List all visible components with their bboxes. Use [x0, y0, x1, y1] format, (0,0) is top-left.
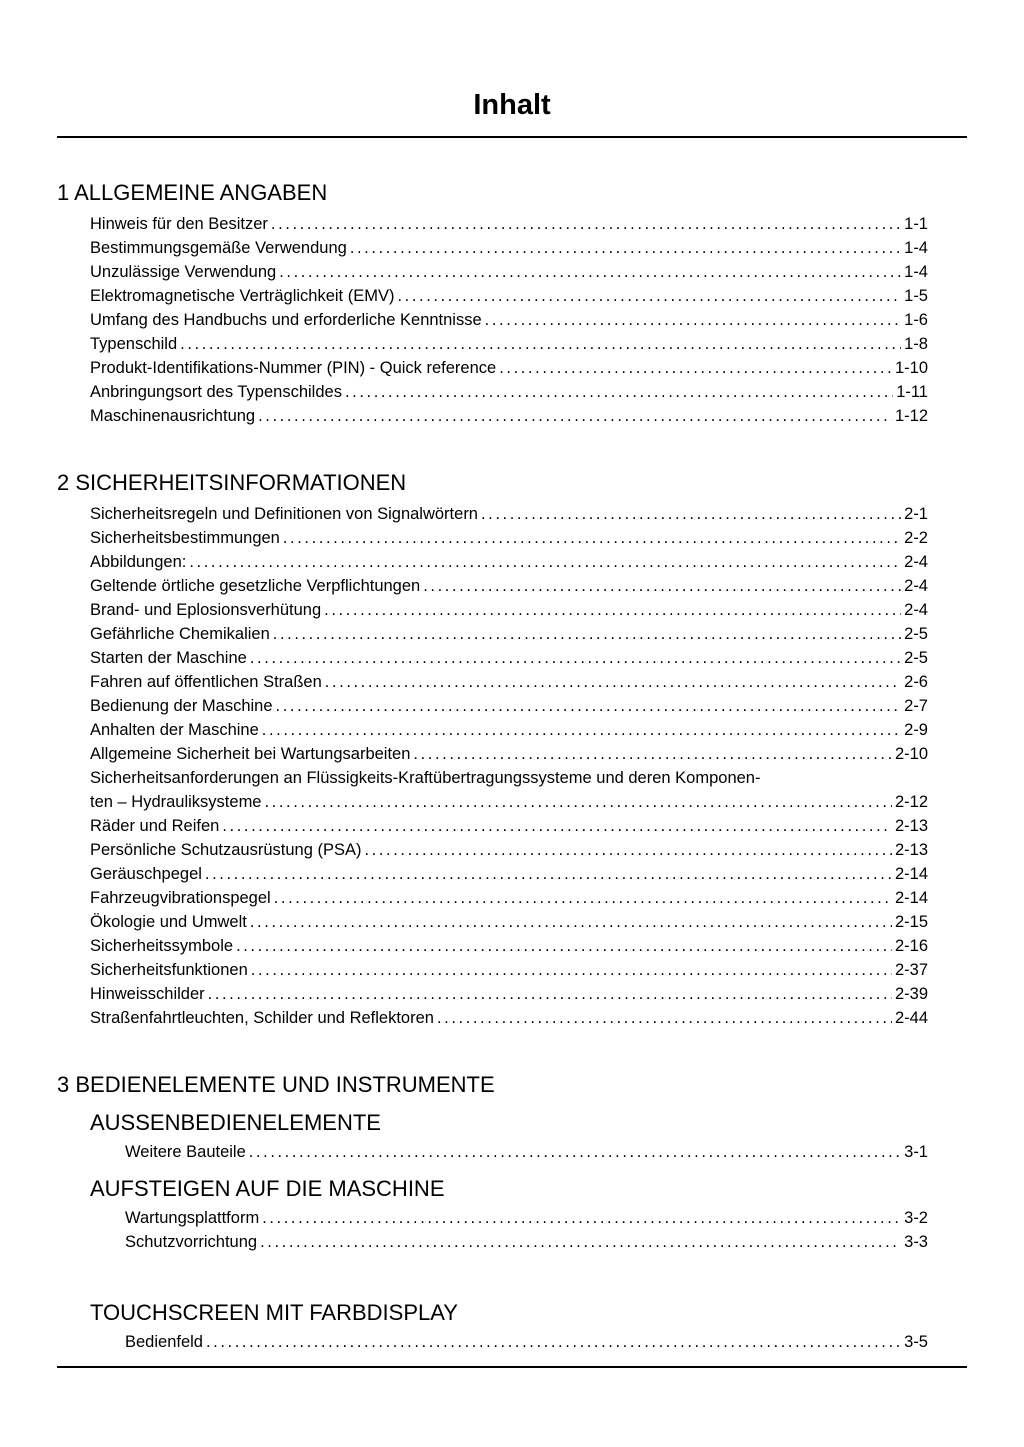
subsection-heading: AUSSENBEDIENELEMENTE	[90, 1110, 381, 1135]
toc-entry-page: 2-4	[904, 553, 928, 571]
toc-entry-page: 1-11	[896, 383, 928, 401]
toc-entry-title: Starten der Maschine	[90, 649, 247, 667]
toc-entry-wrap-line: Sicherheitsanforderungen an Flüssigkeits-Kraftübertragungssysteme und deren Komponen-	[90, 769, 761, 787]
toc-entry	[90, 934, 928, 958]
dot-leader	[208, 982, 892, 1006]
toc-entry-title: Unzulässige Verwendung	[90, 263, 277, 281]
toc-entry-page: 2-4	[904, 601, 928, 619]
toc-entry-title: Geräuschpegel	[90, 865, 202, 883]
page-title: Inhalt	[473, 89, 551, 121]
dot-leader	[279, 260, 901, 284]
dot-leader	[276, 694, 902, 718]
dot-leader	[324, 598, 901, 622]
toc-entry	[90, 502, 928, 526]
toc-entry	[90, 790, 928, 814]
dot-leader	[437, 1006, 892, 1030]
dot-leader	[364, 838, 892, 862]
toc-entry-page: 3-2	[904, 1209, 928, 1227]
toc-entry-title: Ökologie und Umwelt	[90, 913, 247, 931]
toc-entry-title: Produkt-Identifikations-Nummer (PIN) - Quick reference	[90, 359, 497, 377]
toc-section	[57, 180, 967, 428]
toc-entry	[90, 886, 928, 910]
toc-entry-page: 2-10	[894, 745, 928, 763]
toc-entry-title: Hinweis für den Besitzer	[90, 215, 268, 233]
toc-entry-page: 2-39	[894, 985, 928, 1003]
toc-entry	[90, 212, 928, 236]
toc-entry	[90, 622, 928, 646]
dot-leader	[250, 910, 892, 934]
subsection-entries	[125, 1140, 967, 1164]
toc-entry-page: 1-10	[894, 359, 928, 377]
toc-entry-title: Sicherheitsbestimmungen	[90, 529, 280, 547]
toc-entry-page: 3-5	[904, 1333, 928, 1351]
toc-entry-page: 2-6	[904, 673, 928, 691]
dot-leader	[423, 574, 901, 598]
toc-entry-title: Typenschild	[90, 335, 178, 353]
toc-entry-page: 2-44	[894, 1009, 928, 1027]
toc-entry-title: Allgemeine Sicherheit bei Wartungsarbeiten	[90, 745, 411, 763]
toc-entry-title: Anbringungsort des Typenschildes	[90, 383, 342, 401]
toc-entry	[90, 284, 928, 308]
toc-entry-title: Schutzvorrichtung	[125, 1233, 258, 1251]
dot-leader	[413, 742, 892, 766]
toc-entry-title: Straßenfahrtleuchten, Schilder und Reflektoren	[90, 1009, 434, 1027]
dot-leader	[262, 1206, 901, 1230]
toc-entry-title: Weitere Bauteile	[125, 1143, 246, 1161]
toc-entry	[90, 260, 928, 284]
toc-entry-page: 2-13	[894, 817, 928, 835]
toc-section	[57, 470, 967, 1030]
subsection-heading: TOUCHSCREEN MIT FARBDISPLAY	[90, 1300, 458, 1325]
toc-entry	[90, 380, 928, 404]
toc-entry	[90, 910, 928, 934]
dot-leader	[222, 814, 892, 838]
subsection-entries	[125, 1206, 967, 1254]
toc-entry-page: 2-7	[904, 697, 928, 715]
toc-entry	[90, 1006, 928, 1030]
toc-entry-page: 2-4	[904, 577, 928, 595]
toc-entry-page: 2-5	[904, 649, 928, 667]
dot-leader	[499, 356, 892, 380]
toc-entry	[90, 814, 928, 838]
toc-entry-page: 1-1	[904, 215, 928, 233]
toc-entry	[90, 308, 928, 332]
dot-leader	[350, 236, 901, 260]
toc-entry-title: Wartungsplattform	[125, 1209, 260, 1227]
toc-entry-title: Bedienung der Maschine	[90, 697, 273, 715]
toc-entry-page: 2-14	[894, 865, 928, 883]
toc-entry	[90, 236, 928, 260]
dot-leader	[325, 670, 901, 694]
dot-leader	[271, 212, 901, 236]
dot-leader	[265, 790, 892, 814]
toc-entry-title: Maschinenausrichtung	[90, 407, 256, 425]
toc-entry-page: 2-37	[894, 961, 928, 979]
toc-entry-title: Sicherheitsfunktionen	[90, 961, 248, 979]
toc-entry-title: ten – Hydrauliksysteme	[90, 793, 262, 811]
toc-section	[57, 1072, 967, 1354]
dot-leader	[206, 1330, 901, 1354]
toc-entry	[90, 670, 928, 694]
dot-leader	[273, 622, 901, 646]
toc-entry-page: 2-5	[904, 625, 928, 643]
toc-entry-page: 2-16	[894, 937, 928, 955]
toc-entry	[125, 1206, 928, 1230]
toc-entry-title: Sicherheitssymbole	[90, 937, 234, 955]
toc-entry-page: 1-8	[904, 335, 928, 353]
toc-entry	[90, 356, 928, 380]
toc-entry-title: Bedienfeld	[125, 1333, 203, 1351]
toc-entry-title: Persönliche Schutzausrüstung (PSA)	[90, 841, 362, 859]
toc-entry	[90, 694, 928, 718]
toc-entry-page: 2-9	[904, 721, 928, 739]
toc-entry	[125, 1140, 928, 1164]
dot-leader	[262, 718, 901, 742]
section-entries	[90, 502, 967, 1030]
toc-entry-page: 2-1	[904, 505, 928, 523]
section-heading: 2 SICHERHEITSINFORMATIONEN	[57, 470, 407, 495]
toc-entry-title: Abbildungen:	[90, 553, 187, 571]
toc-entry-page: 1-4	[904, 239, 928, 257]
toc-entry	[90, 958, 928, 982]
toc-entry-page: 3-1	[904, 1143, 928, 1161]
toc-entry	[90, 982, 928, 1006]
toc-entry-page: 2-14	[894, 889, 928, 907]
toc-entry-title: Gefährliche Chemikalien	[90, 625, 270, 643]
title-divider	[57, 136, 967, 138]
toc-entry	[90, 718, 928, 742]
toc-entry	[90, 598, 928, 622]
toc-entry-page: 1-12	[894, 407, 928, 425]
dot-leader	[345, 380, 893, 404]
dot-leader	[258, 404, 892, 428]
toc-entry-page: 2-12	[894, 793, 928, 811]
toc-entry-page: 1-4	[904, 263, 928, 281]
toc-entry-title: Fahrzeugvibrationspegel	[90, 889, 271, 907]
toc-entry-title: Geltende örtliche gesetzliche Verpflichtungen	[90, 577, 421, 595]
section-heading: 1 ALLGEMEINE ANGABEN	[57, 180, 328, 205]
toc-entry-title: Umfang des Handbuchs und erforderliche Kenntnisse	[90, 311, 482, 329]
toc-entry-page: 2-2	[904, 529, 928, 547]
toc-entry-page: 2-15	[894, 913, 928, 931]
dot-leader	[397, 284, 901, 308]
toc-entry-title: Sicherheitsregeln und Definitionen von Signalwörtern	[90, 505, 478, 523]
dot-leader	[251, 958, 892, 982]
toc-entry	[90, 838, 928, 862]
section-entries	[90, 212, 967, 428]
dot-leader	[205, 862, 892, 886]
toc-entry-title: Bestimmungsgemäße Verwendung	[90, 239, 347, 257]
dot-leader	[283, 526, 901, 550]
dot-leader	[260, 1230, 901, 1254]
toc-entry	[90, 862, 928, 886]
toc-entry-title: Anhalten der Maschine	[90, 721, 259, 739]
toc-entry	[125, 1330, 928, 1354]
toc-entry-title: Elektromagnetische Verträglichkeit (EMV)	[90, 287, 395, 305]
footer-divider	[57, 1366, 967, 1368]
toc-entry	[90, 646, 928, 670]
toc-sections	[57, 180, 967, 1354]
toc-entry-title: Räder und Reifen	[90, 817, 220, 835]
toc-entry-page: 2-13	[894, 841, 928, 859]
toc-entry	[90, 550, 928, 574]
dot-leader	[485, 308, 901, 332]
dot-leader	[249, 1140, 901, 1164]
dot-leader	[481, 502, 901, 526]
toc-entry-title: Hinweisschilder	[90, 985, 205, 1003]
subsection-heading: AUFSTEIGEN AUF DIE MASCHINE	[90, 1176, 445, 1201]
toc-entry	[125, 1230, 928, 1254]
toc-entry-title: Fahren auf öffentlichen Straßen	[90, 673, 322, 691]
toc-entry	[90, 332, 928, 356]
dot-leader	[236, 934, 892, 958]
toc-entry-page: 1-6	[904, 311, 928, 329]
dot-leader	[189, 550, 901, 574]
dot-leader	[180, 332, 901, 356]
dot-leader	[250, 646, 901, 670]
toc-entry	[90, 526, 928, 550]
toc-entry-page: 1-5	[904, 287, 928, 305]
dot-leader	[274, 886, 892, 910]
toc-entry-page: 3-3	[904, 1233, 928, 1251]
section-heading: 3 BEDIENELEMENTE UND INSTRUMENTE	[57, 1072, 495, 1097]
toc-entry	[90, 742, 928, 766]
subsection-entries	[125, 1330, 967, 1354]
toc-entry	[90, 404, 928, 428]
toc-entry	[90, 574, 928, 598]
toc-entry-title: Brand- und Eplosionsverhütung	[90, 601, 322, 619]
